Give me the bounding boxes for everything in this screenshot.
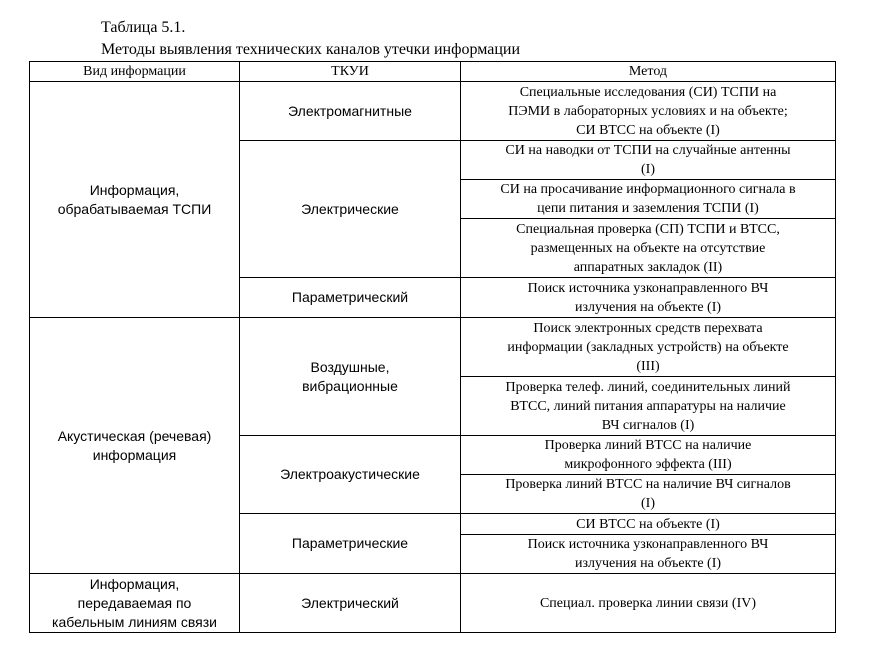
- cell-text-line: излучения на объекте (I): [574, 299, 722, 315]
- cell-text-line: Специальная проверка (СП) ТСПИ и ВТСС,: [516, 221, 780, 237]
- cell-text-line: Параметрический: [291, 289, 409, 305]
- cell-text-line: ВЧ сигналов (I): [601, 417, 695, 433]
- method-cell: [461, 377, 836, 436]
- cell-text-line: СИ ВТСС на объекте (I): [576, 122, 720, 138]
- cell-text-line: СИ ВТСС на объекте (I): [576, 516, 720, 532]
- channel-cell: [240, 278, 461, 318]
- channel-cell: [240, 436, 461, 514]
- cell-text-line: Проверка линий ВТСС на наличие: [544, 438, 752, 453]
- info-type-cell: [30, 318, 240, 574]
- channel-cell: [240, 82, 461, 141]
- cell-text-line: Проверка телеф. линий, соединительных линий: [505, 379, 791, 395]
- table-row: [30, 82, 836, 141]
- method-cell: [461, 141, 836, 180]
- cell-text-line: Проверка линий ВТСС на наличие ВЧ сигналов: [505, 477, 791, 492]
- cell-text-line: СИ на просачивание информационного сигнала в: [500, 182, 796, 197]
- cell-text-line: излучения на объекте (I): [574, 556, 722, 571]
- cell-text-line: ПЭМИ в лабораторных условиях и на объекте;: [508, 103, 788, 119]
- cell-text-line: Электроакустические: [280, 466, 420, 482]
- table-row: [30, 574, 836, 633]
- method-cell: [461, 82, 836, 141]
- cell-text-line: Специал. проверка линии связи (IV): [539, 595, 757, 611]
- cell-text-line: информация: [92, 446, 177, 463]
- cell-text-line: Поиск электронных средств перехвата: [533, 320, 763, 336]
- info-type-cell: [30, 82, 240, 318]
- cell-text-line: (III): [636, 358, 660, 374]
- channel-cell: [240, 514, 461, 574]
- cell-text-line: передаваемая по: [77, 594, 192, 611]
- cell-text-line: Воздушные,: [310, 358, 390, 375]
- channel-cell: [240, 141, 461, 278]
- cell-text-line: Электрические: [301, 200, 399, 217]
- cell-text-line: (I): [641, 162, 655, 177]
- header-tkui: ТКУИ: [240, 62, 461, 82]
- method-cell: [461, 318, 836, 377]
- table-number: Таблица 5.1.: [101, 19, 186, 36]
- cell-text-line: кабельным линиям связи: [52, 613, 217, 630]
- cell-text-line: Поиск источника узконаправленного ВЧ: [527, 537, 769, 552]
- cell-text-line: микрофонного эффекта (III): [564, 457, 732, 472]
- cell-text-line: Акустическая (речевая): [57, 427, 212, 444]
- methods-table: [29, 61, 836, 633]
- cell-text-line: информации (закладных устройств) на объекте: [507, 339, 789, 355]
- cell-text-line: вибрационные: [302, 377, 398, 394]
- method-cell: [461, 180, 836, 219]
- cell-text-line: Информация,: [89, 181, 180, 198]
- channel-cell: [240, 318, 461, 436]
- cell-text-line: ВТСС, линий питания аппаратуры на наличие: [510, 398, 786, 414]
- cell-text-line: Поиск источника узконаправленного ВЧ: [527, 280, 769, 296]
- header-row: [30, 62, 836, 82]
- cell-text-line: Электромагнитные: [288, 102, 412, 119]
- cell-text-line: Специальные исследования (СИ) ТСПИ на: [519, 84, 777, 100]
- info-type-cell: [30, 574, 240, 633]
- method-cell: [461, 278, 836, 318]
- cell-text-line: обрабатываемая ТСПИ: [57, 200, 212, 217]
- header-method: Метод: [461, 62, 836, 82]
- header-info-type: Вид информации: [30, 62, 240, 82]
- method-cell: [461, 514, 836, 535]
- cell-text-line: размещенных на объекте на отсутствие: [530, 240, 766, 256]
- method-cell: [461, 219, 836, 278]
- cell-text-line: СИ на наводки от ТСПИ на случайные антенны: [505, 143, 791, 158]
- table-title: Методы выявления технических каналов утечки информации: [101, 41, 521, 58]
- method-cell: [461, 475, 836, 514]
- method-cell: [461, 574, 836, 633]
- channel-cell: [240, 574, 461, 633]
- table-row: [30, 318, 836, 377]
- cell-text-line: аппаратных закладок (II): [573, 259, 723, 275]
- method-cell: [461, 436, 836, 475]
- cell-text-line: Параметрические: [291, 535, 409, 551]
- cell-text-line: (I): [641, 496, 655, 511]
- cell-text-line: Электрический: [301, 594, 399, 611]
- cell-text-line: Информация,: [89, 575, 180, 592]
- cell-text-line: цепи питания и заземления ТСПИ (I): [537, 201, 759, 216]
- method-cell: [461, 535, 836, 574]
